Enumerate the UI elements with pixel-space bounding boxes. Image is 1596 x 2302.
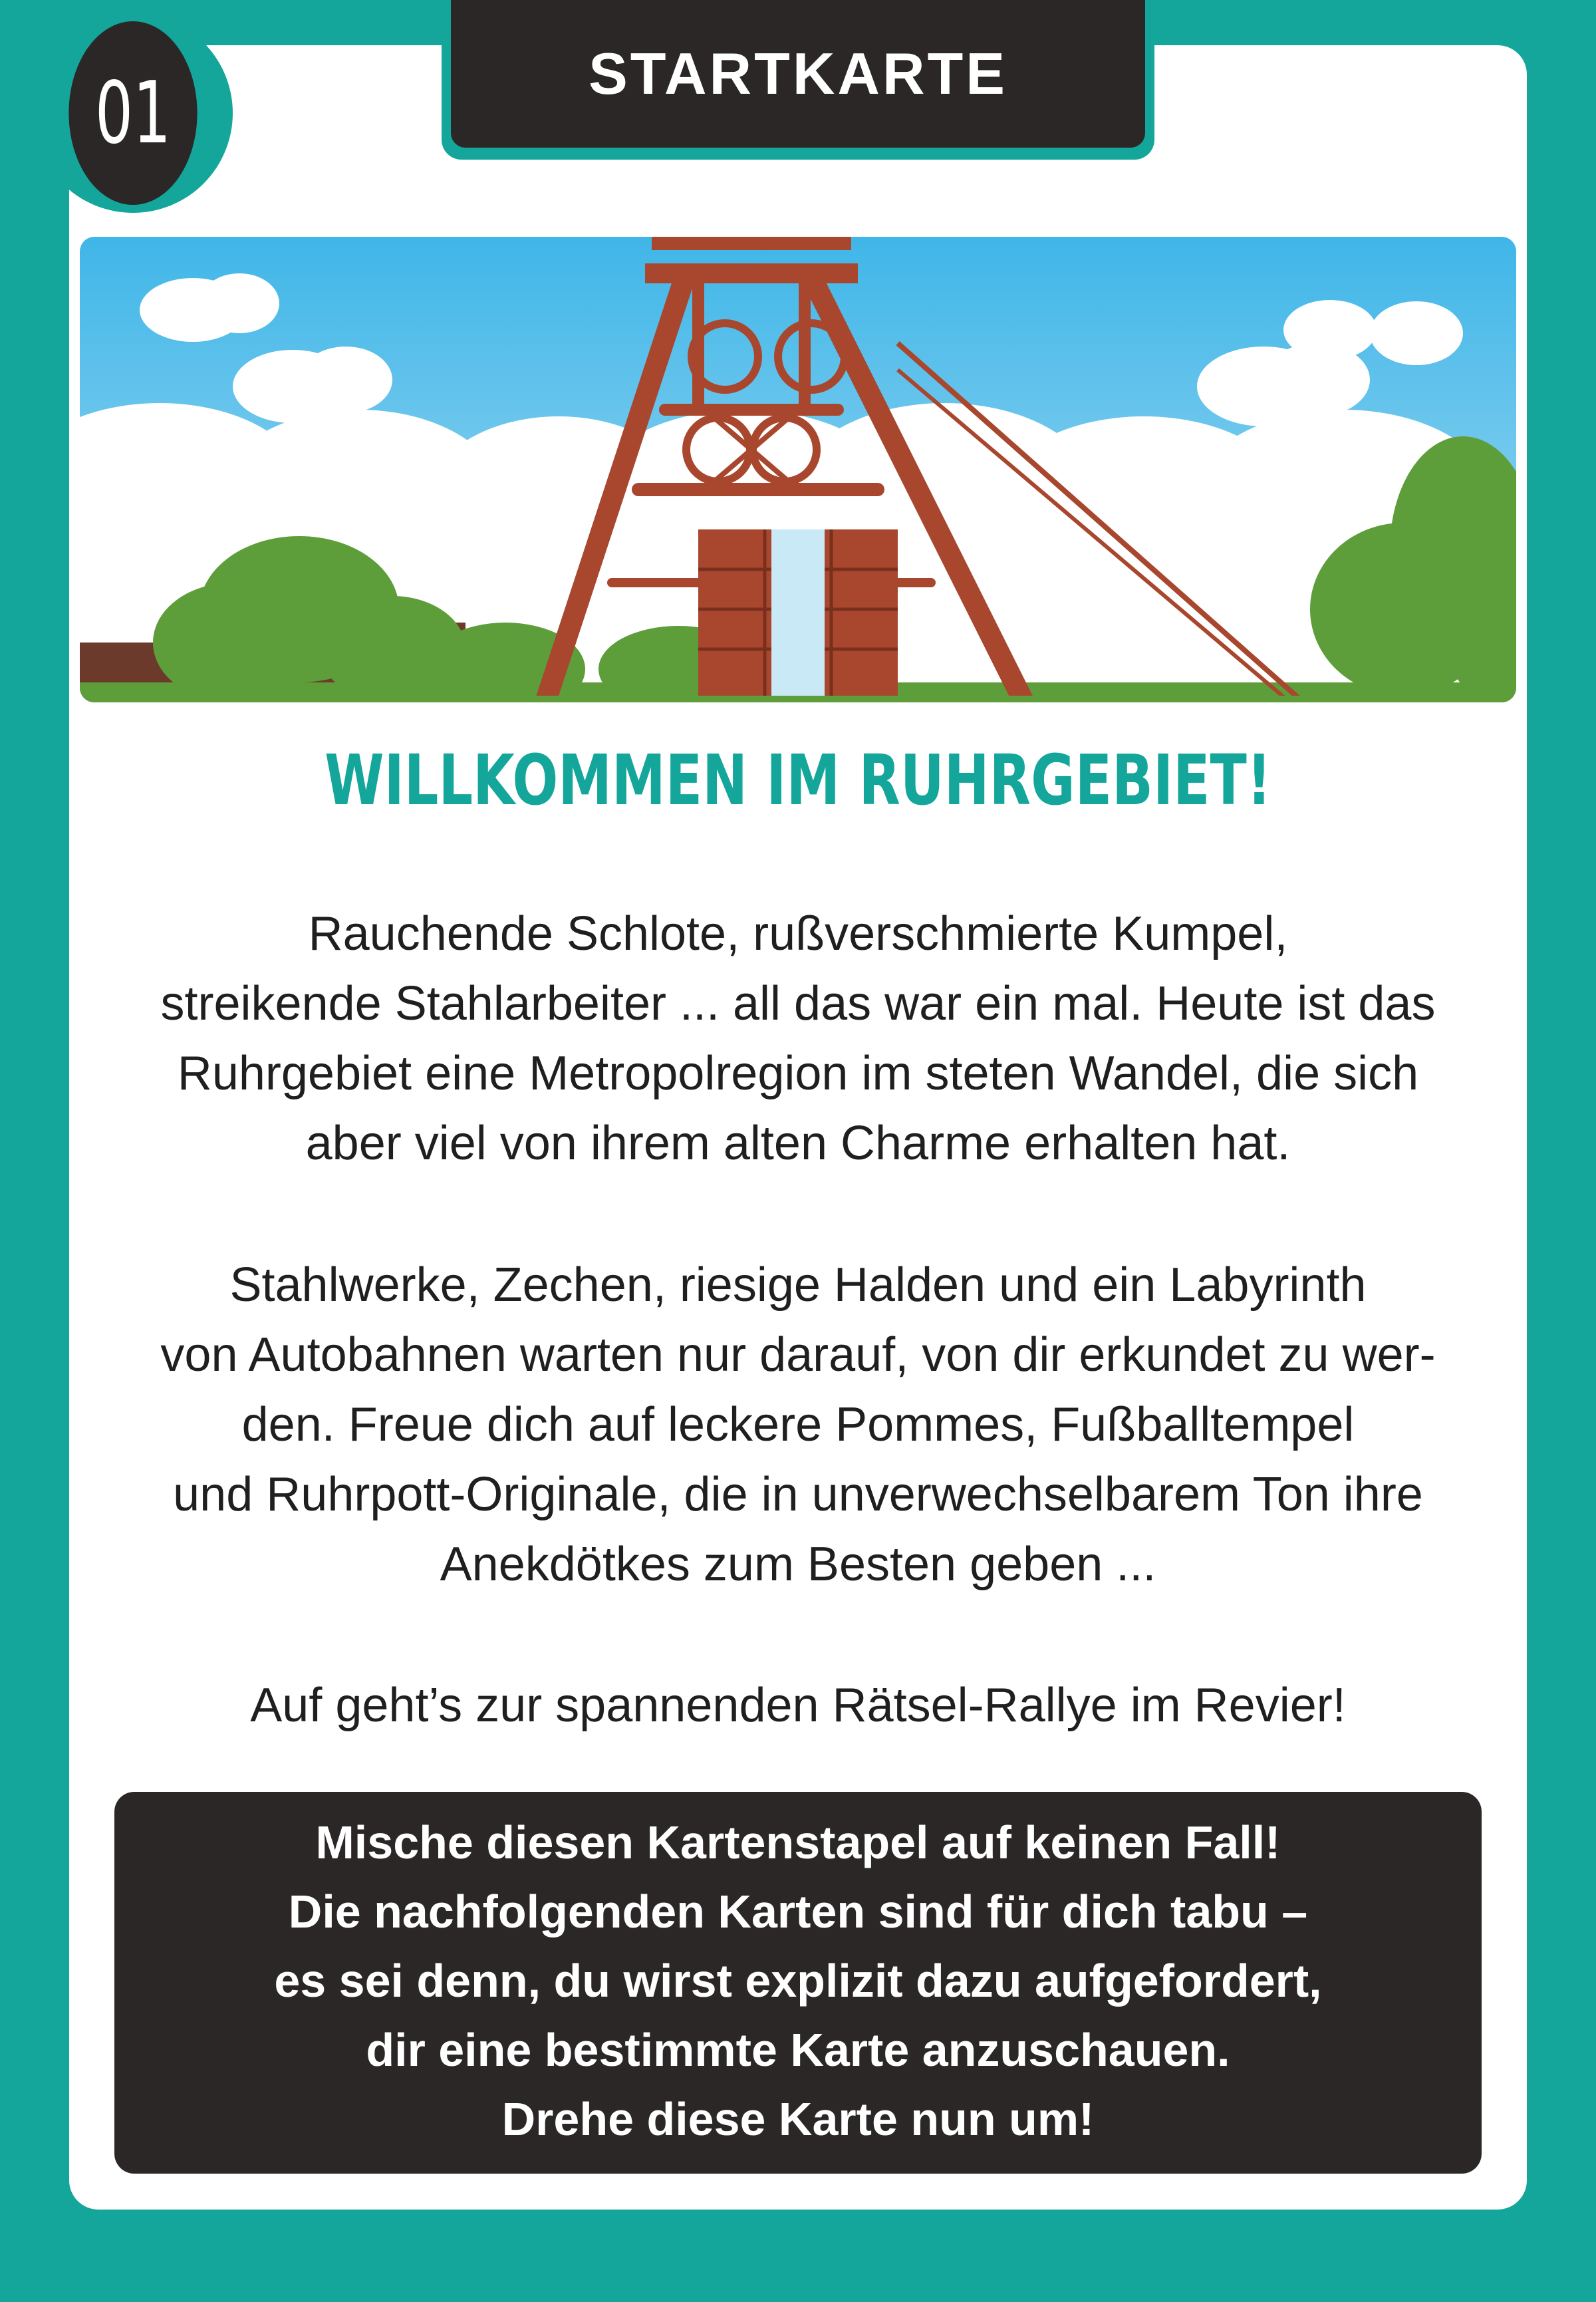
text-line: Stahlwerke, Zechen, riesige Halden und ein Labyrinth: [229, 1258, 1367, 1312]
instruction-box: [114, 1792, 1482, 2174]
header-title: STARTKARTE: [451, 0, 1145, 148]
text-line: Anekdötkes zum Besten geben ...: [440, 1538, 1156, 1591]
text-line: und Ruhrpott-Originale, die in unverwechselbarem Ton ihre: [173, 1468, 1423, 1521]
intro-paragraph: [120, 899, 1476, 1179]
instruction-line: Mische diesen Kartenstapel auf keinen Fall!: [315, 1816, 1281, 1868]
instruction-line: Drehe diese Karte nun um!: [501, 2093, 1095, 2145]
instruction-text: [114, 1808, 1482, 2154]
closing-paragraph: [120, 1671, 1476, 1741]
text-line: den. Freue dich auf leckere Pommes, Fußballtempel: [241, 1398, 1355, 1451]
text-line: streikende Stahlarbeiter ... all das war ein mal. Heute ist das: [160, 977, 1436, 1030]
card-number: 01: [68, 21, 197, 205]
instruction-line: dir eine bestimmte Karte anzuschauen.: [366, 2024, 1230, 2076]
text-line: Ruhrgebiet eine Metropolregion im steten Wandel, die sich: [177, 1047, 1419, 1100]
text-line: aber viel von ihrem alten Charme erhalten hat.: [305, 1117, 1291, 1170]
card-number-badge: [33, 13, 233, 213]
text-line: Rauchende Schlote, rußverschmierte Kumpel,: [308, 907, 1288, 960]
instruction-line: es sei denn, du wirst explizit dazu aufgefordert,: [274, 1955, 1322, 2007]
description-paragraph: [120, 1250, 1476, 1600]
welcome-title: WILLKOMMEN IM RUHRGEBIET!: [325, 740, 1271, 821]
text-line: Auf geht’s zur spannenden Rätsel-Rallye im Revier!: [250, 1679, 1346, 1732]
mining-headframe-illustration: [80, 237, 1516, 702]
text-line: von Autobahnen warten nur darauf, von dir erkundet zu wer-: [160, 1328, 1436, 1381]
instruction-line: Die nachfolgenden Karten sind für dich tabu –: [288, 1886, 1308, 1938]
header-tab: [442, 0, 1154, 160]
